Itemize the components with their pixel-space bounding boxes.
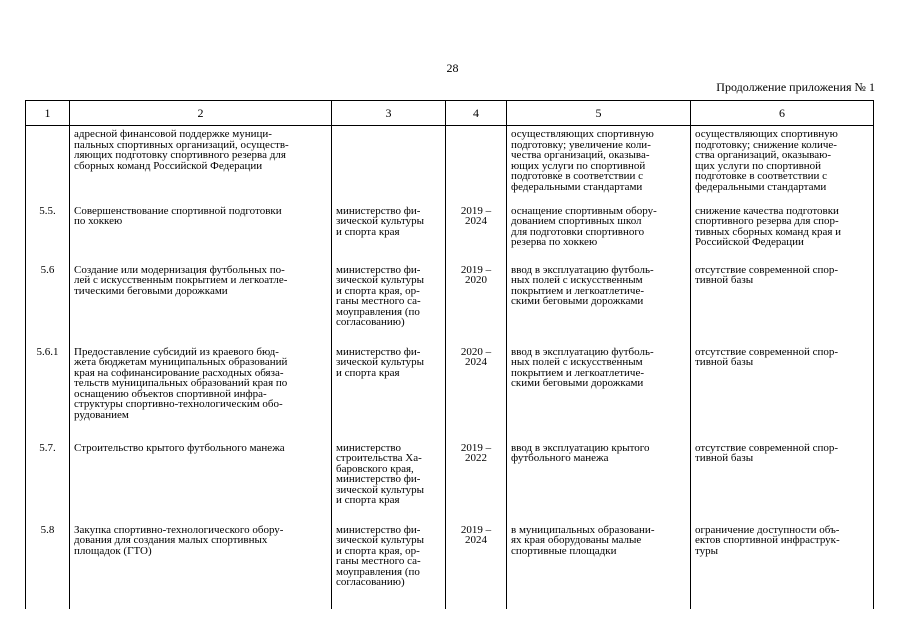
measure-text: Создание или модернизация футбольных по- лей с искусственным покрытием и легкоатле- тическими беговыми дорожками (70, 265, 332, 347)
table-row (26, 525, 874, 609)
years-text: 2019 – 2020 (446, 265, 507, 347)
result-text: в муниципальных образовани- ях края оборудованы малые спортивные площадки (507, 525, 691, 609)
measure-text: Закупка спортивно-технологического обору- дования для создания малых спортивных площадок (ГТО) (70, 525, 332, 609)
page-number: 28 (446, 61, 459, 75)
column-header: 6 (691, 101, 874, 126)
result-text: ввод в эксплуатацию футболь- ных полей с искусственным покрытием и легкоатлетиче- скими беговыми дорожками (507, 347, 691, 443)
executor-text: министерство фи- зической культуры и спорта края (332, 206, 446, 265)
table-header-row (26, 101, 874, 126)
consequence-text: отсутствие современной спор- тивной базы (691, 347, 874, 443)
row-number: 5.7. (26, 443, 70, 525)
table-row (26, 443, 874, 525)
column-header: 5 (507, 101, 691, 126)
measure-text: Строительство крытого футбольного манежа (70, 443, 332, 525)
years-text: 2019 – 2022 (446, 443, 507, 525)
consequence-text: отсутствие современной спор- тивной базы (691, 265, 874, 347)
executor-text (332, 126, 446, 206)
measure-text: адресной финансовой поддержке муници- пальных спортивных организаций, осуществ- ляющих подготовку спортивного резерва для сборных команд Российской Федерации (70, 126, 332, 206)
consequence-text: осуществляющих спортивную подготовку; снижение количе- ства организаций, оказываю- щих услуги по спортивной подготовке в соответствии с федеральными стандартами (691, 126, 874, 206)
row-number: 5.6.1 (26, 347, 70, 443)
measure-text: Совершенствование спортивной подготовки по хоккею (70, 206, 332, 265)
years-text (446, 126, 507, 206)
result-text: ввод в эксплуатацию футболь- ных полей с искусственным покрытием и легкоатлетиче- скими беговыми дорожками (507, 265, 691, 347)
measures-table (25, 100, 874, 609)
row-number: 5.6 (26, 265, 70, 347)
executor-text: министерство строительства Ха- баровского края, министерство фи- зической культуры и спорта края (332, 443, 446, 525)
consequence-text: отсутствие современной спор- тивной базы (691, 443, 874, 525)
table-row (26, 265, 874, 347)
appendix-continuation-label: Продолжение приложения № 1 (716, 80, 875, 94)
column-header: 4 (446, 101, 507, 126)
consequence-text: снижение качества подготовки спортивного резерва для спор- тивных сборных команд края и Российской Федерации (691, 206, 874, 265)
years-text: 2019 – 2024 (446, 525, 507, 609)
result-text: ввод в эксплуатацию крытого футбольного манежа (507, 443, 691, 525)
row-number: 5.5. (26, 206, 70, 265)
row-number (26, 126, 70, 206)
consequence-text: ограничение доступности объ- ектов спортивной инфраструк- туры (691, 525, 874, 609)
table-row (26, 347, 874, 443)
executor-text: министерство фи- зической культуры и спорта края (332, 347, 446, 443)
years-text: 2020 – 2024 (446, 347, 507, 443)
row-number: 5.8 (26, 525, 70, 609)
result-text: оснащение спортивным обору- дованием спортивных школ для подготовки спортивного резерва по хоккею (507, 206, 691, 265)
column-header: 1 (26, 101, 70, 126)
table-row (26, 206, 874, 265)
measure-text: Предоставление субсидий из краевого бюд- жета бюджетам муниципальных образований края на софинансирование расходных обяза- тельств муниципальных образований края по оснащению объектов спортивной инфра- структуры спортивно-технологическим обо- рудованием (70, 347, 332, 443)
executor-text: министерство фи- зической культуры и спорта края, ор- ганы местного са- моуправления (по согласованию) (332, 525, 446, 609)
column-header: 2 (70, 101, 332, 126)
table-row (26, 126, 874, 206)
executor-text: министерство фи- зической культуры и спорта края, ор- ганы местного са- моуправления (по согласованию) (332, 265, 446, 347)
result-text: осуществляющих спортивную подготовку; увеличение коли- чества организаций, оказыва- ющих услуги по спортивной подготовке в соответствии с федеральными стандартами (507, 126, 691, 206)
years-text: 2019 – 2024 (446, 206, 507, 265)
column-header: 3 (332, 101, 446, 126)
